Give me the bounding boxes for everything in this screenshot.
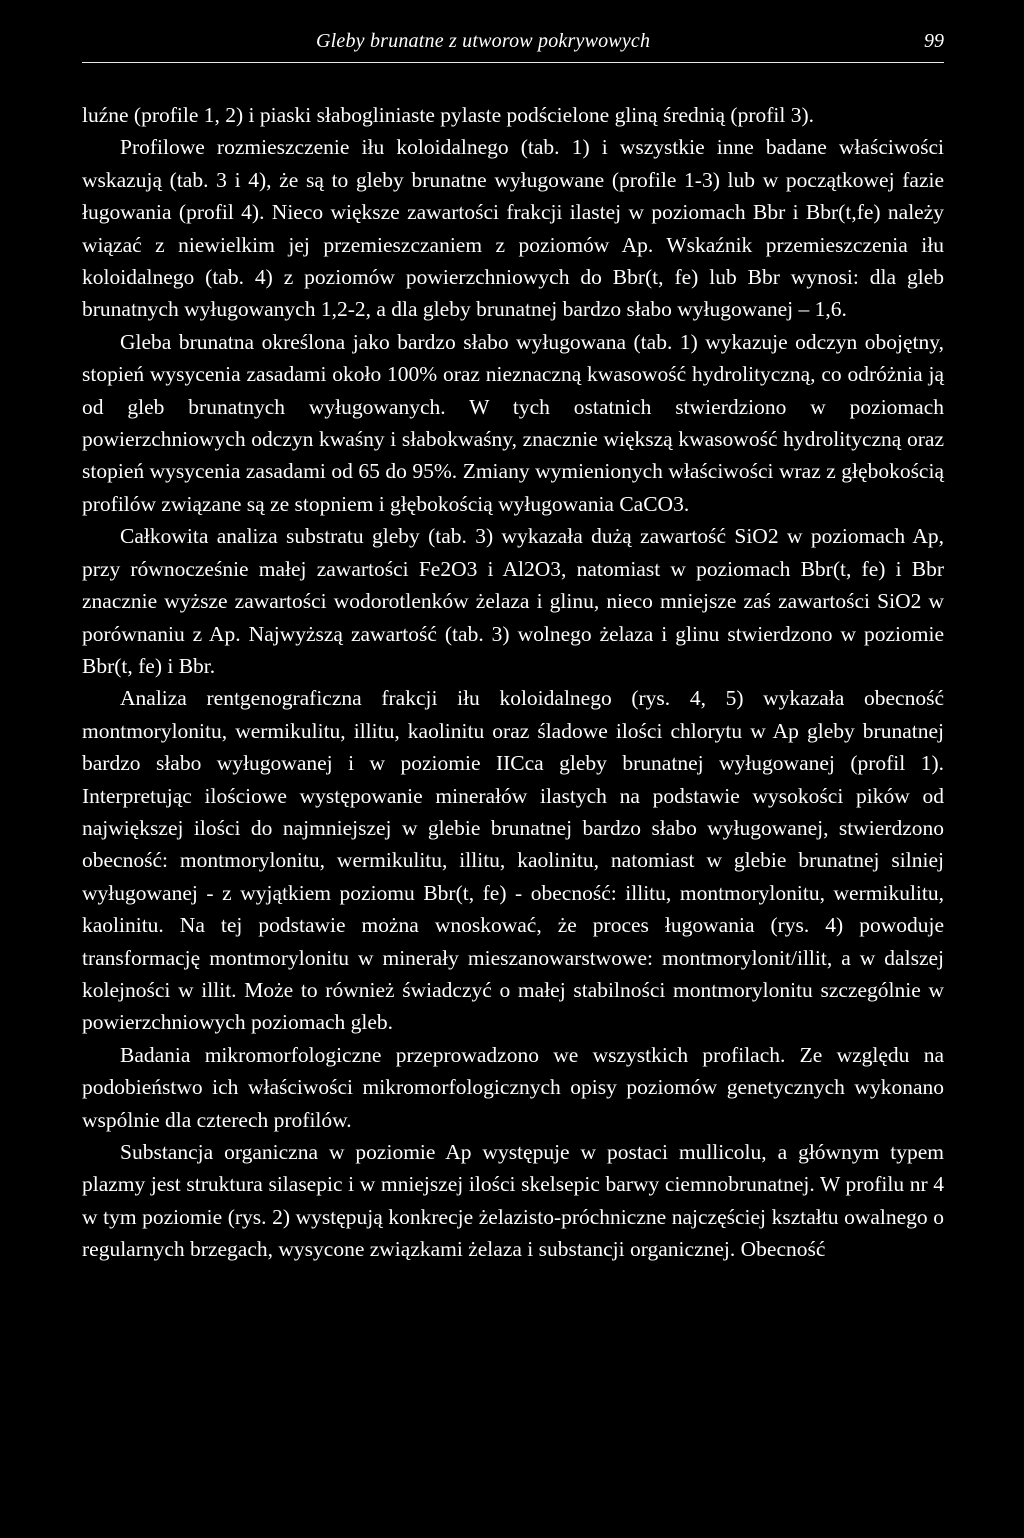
paragraph-2: Profilowe rozmieszczenie iłu koloidalnego (tab. 1) i wszystkie inne badane właściwości wskazują (tab. 3 i 4), że są to gleby brunatne wyługowane (profile 1-3) lub w początkowej fazie ługowania (profil 4). Nieco większe zawartości frakcji ilastej w poziomach Bbr i Bbr(t,fe) należy wiązać z niewielkim jej przemieszczaniem z poziomów Ap. Wskaźnik przemieszczenia iłu koloidalnego (tab. 4) z poziomów powierzchniowych do Bbr(t, fe) lub Bbr wynosi: dla gleb brunatnych wyługowanych 1,2-2, a dla gleby brunatnej bardzo słabo wyługowanej – 1,6. <box>82 135 944 322</box>
body-text <box>82 63 944 1266</box>
paragraph-5: Analiza rentgenograficzna frakcji iłu koloidalnego (rys. 4, 5) wykazała obecność montmorylonitu, wermikulitu, illitu, kaolinitu oraz śladowe ilości chlorytu w Ap gleby brunatnej bardzo słabo wyługowanej i w poziomie IICca gleby brunatnej wyługowanej (profil 1). Interpretując ilościowe występowanie minerałów ilastych na podstawie wysokości pików od największej ilości do najmniejszej w glebie brunatnej bardzo słabo wyługowanej, stwierdzono obecność: montmorylonitu, wermikulitu, illitu, kaolinitu, natomiast w glebie brunatnej silniej wyługowanej - z wyjątkiem poziomu Bbr(t, fe) - obecność: illitu, montmorylonitu, wermikulitu, kaolinitu. Na tej podstawie można wnoskować, że proces ługowania (rys. 4) powoduje transformację montmorylonitu w minerały mieszanowarstwowe: montmorylonit/illit, a w dalszej kolejności w illit. Może to również świadczyć o małej stabilności montmorylonitu szczególnie w powierzchniowych poziomach gleb. <box>82 686 944 1035</box>
paragraph-4: Całkowita analiza substratu gleby (tab. 3) wykazała dużą zawartość SiO2 w poziomach Ap, przy równocześnie małej zawartości Fe2O3 i Al2O3, natomiast w poziomach Bbr(t, fe) i Bbr znacznie wyższe zawartości wodorotlenków żelaza i glinu, nieco mniejsze zaś zawartości SiO2 w porównaniu z Ap. Najwyższą zawartość (tab. 3) wolnego żelaza i glinu stwierdzono w poziomie Bbr(t, fe) i Bbr. <box>82 524 944 678</box>
paragraph-6: Badania mikromorfologiczne przeprowadzono we wszystkich profilach. Ze względu na podobieństwo ich właściwości mikromorfologicznych opisy poziomów genetycznych wykonano wspólnie dla czterech profilów. <box>82 1042 944 1132</box>
running-title: Gleby brunatne z utworow pokrywowych <box>316 30 651 52</box>
paragraph-3: Gleba brunatna określona jako bardzo słabo wyługowana (tab. 1) wykazuje odczyn obojętny, stopień wysycenia zasadami około 100% oraz nieznaczną kwasowość hydrolityczną, co odróżnia ją od gleb brunatnych wyługowanych. W tych ostatnich stwierdziono w poziomach powierzchniowych odczyn kwaśny i słabokwaśny, znacznie większą kwasowość hydrolityczną oraz stopień wysycenia zasadami od 65 do 95%. Zmiany wymienionych właściwości wraz z głębokością profilów związane są ze stopniem i głębokością wyługowania CaCO3. <box>82 329 944 516</box>
paragraph-7: Substancja organiczna w poziomie Ap występuje w postaci mullicolu, a głównym typem plazmy jest struktura silasepic i w mniejszej ilości skelsepic barwy ciemnobrunatnej. W profilu nr 4 w tym poziomie (rys. 2) występują konkrecje żelazisto-próchniczne najczęściej kształtu owalnego o regularnych brzegach, wysycone związkami żelaza i substancji organicznej. Obecność <box>82 1140 944 1262</box>
page-number: 99 <box>924 30 944 52</box>
running-header <box>82 0 944 63</box>
paragraph-1: luźne (profile 1, 2) i piaski słabogliniaste pylaste podścielone gliną średnią (profil 3). <box>82 103 814 127</box>
